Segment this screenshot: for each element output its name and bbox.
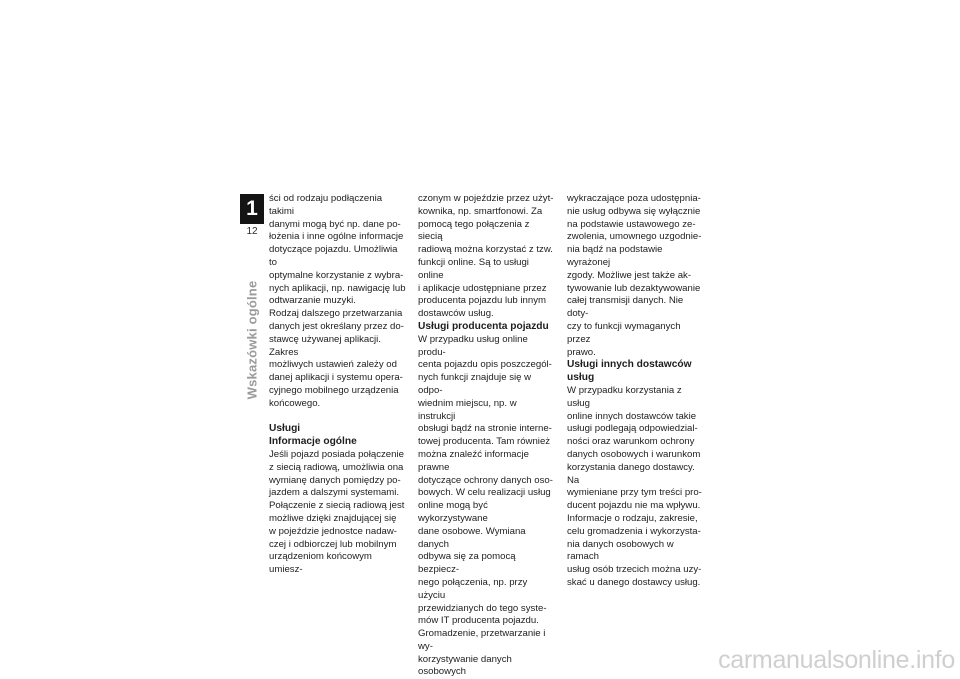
text-line: czonym w pojeździe przez użyt- (418, 193, 554, 204)
text-line: towej producenta. Tam również (418, 436, 551, 448)
text-line: na podstawie ustawowego ze- (567, 218, 696, 230)
text-line: przewidzianych do tego syste- (418, 602, 547, 614)
text-line: nego połączenia, np. przy użyciu (418, 576, 528, 601)
text-line: danych osobowych i warunkom (567, 448, 701, 460)
text-line: usługi podlegają odpowiedzial- (567, 423, 698, 435)
text-column-2 (418, 193, 556, 679)
text-line: danej aplikacji i systemu opera- (269, 372, 403, 384)
section-heading: Usługi innych dostawców (567, 359, 692, 371)
text-line: funkcji online. Są to usługi online (418, 256, 529, 281)
text-line: kownika, np. smartfonowi. Za (418, 205, 543, 217)
text-line: dotyczące ochrony danych oso- (418, 474, 553, 486)
text-line: nie usług odbywa się wyłącznie (567, 205, 701, 217)
text-line: i aplikacje udostępniane przez (418, 282, 547, 294)
text-line: nych funkcji znajduje się w odpo- (418, 372, 532, 396)
text-line: celu gromadzenia i wykorzysta- (567, 525, 701, 537)
text-line: stawcę używanej aplikacji. Zakres (269, 333, 381, 358)
text-line: prawo. (567, 346, 596, 358)
text-line: w pojeździe jednostce nadaw- (269, 525, 397, 537)
text-line: końcowego. (269, 397, 321, 409)
text-line: wymianę danych pomiędzy po- (269, 474, 401, 486)
text-line: całej transmisji danych. Nie doty- (567, 295, 684, 320)
text-line: Połączenie z siecią radiową jest (269, 500, 405, 512)
text-column-3 (567, 193, 705, 590)
text-line: bowych. W celu realizacji usług (418, 487, 551, 499)
text-line: optymalne korzystanie z wybra- (269, 269, 404, 281)
text-line: danymi mogą być np. dane po- (269, 218, 401, 230)
watermark: carmanualsonline.info (718, 646, 955, 674)
text-line: W przypadku usług online produ- (418, 333, 528, 358)
text-line: urządzeniom końcowym umiesz- (269, 551, 372, 576)
text-line: centa pojazdu opis poszczegól- (418, 359, 552, 371)
text-line: Gromadzenie, przetwarzanie i wy- (418, 628, 546, 652)
text-line: ducent pojazdu nie ma wpływu. (567, 500, 701, 512)
text-line: zwolenia, umownego uzgodnie- (567, 231, 702, 243)
text-line: wymieniane przy tym treści pro- (567, 487, 702, 499)
text-line: czej i odbiorczej lub mobilnym (269, 538, 397, 550)
text-line: producenta pojazdu lub innym (418, 295, 547, 307)
paragraph-gap (269, 411, 407, 424)
text-line: nych aplikacji, np. nawigację lub (269, 282, 406, 294)
text-line: skać u danego dostawcy usług. (567, 576, 701, 588)
text-line: usług osób trzecich można uzy- (567, 564, 702, 576)
text-line: dotyczące pojazdu. Umożliwia to (269, 244, 398, 268)
text-line: możliwe dzięki znajdującej się (269, 512, 397, 524)
text-line: Rodzaj dalszego przetwarzania (269, 308, 403, 320)
text-line: wiednim miejscu, np. w instrukcji (418, 397, 517, 422)
text-line: można znaleźć informacje prawne (418, 448, 529, 473)
text-line: jazdem a dalszymi systemami. (269, 487, 400, 499)
text-line: nia danych osobowych w ramach (567, 538, 674, 563)
text-line: łożenia i inne ogólne informacje (269, 231, 404, 243)
text-line: korzystywanie danych osobowych (418, 653, 512, 678)
text-line: z siecią radiową, umożliwia ona (269, 461, 404, 473)
text-line: Informacje o rodzaju, zakresie, (567, 512, 698, 524)
text-line: Jeśli pojazd posiada połączenie (269, 448, 404, 460)
text-line: radiową można korzystać z tzw. (418, 244, 553, 256)
text-line: ści od rodzaju podłączenia takimi (269, 193, 383, 217)
text-line: dostawców usług. (418, 308, 494, 320)
section-heading: Usługi producenta pojazdu (418, 320, 549, 332)
section-heading: Informacje ogólne (269, 436, 357, 448)
text-line: dane osobowe. Wymiana danych (418, 525, 526, 550)
text-line: możliwych ustawień zależy od (269, 359, 397, 371)
text-line: obsługi bądź na stronie interne- (418, 423, 552, 435)
text-line: wykraczające poza udostępnia- (567, 193, 701, 204)
text-line: korzystania danego dostawcy. Na (567, 461, 695, 486)
text-column-1 (269, 193, 407, 577)
section-heading: Usługi (269, 423, 301, 435)
text-line: online innych dostawców takie (567, 410, 697, 422)
text-line: odtwarzanie muzyki. (269, 295, 356, 307)
text-line: ności oraz warunkom ochrony (567, 436, 695, 448)
text-line: mów IT producenta pojazdu. (418, 615, 539, 627)
text-line: pomocą tego połączenia z siecią (418, 218, 530, 243)
text-line: online mogą być wykorzystywane (418, 500, 488, 524)
chapter-title-vertical: Wskazówki ogólne (244, 280, 260, 400)
page-number: 12 (246, 226, 258, 237)
text-line: odbywa się za pomocą bezpiecz- (418, 551, 516, 576)
text-line: czy to funkcji wymaganych przez (567, 320, 681, 345)
text-line: nia bądź na podstawie wyrażonej (567, 244, 663, 268)
text-line: cyjnego mobilnego urządzenia (269, 384, 399, 396)
text-line: danych jest określany przez do- (269, 320, 404, 332)
text-line: tywowanie lub dezaktywowanie (567, 282, 701, 294)
text-line: zgody. Możliwe jest także ak- (567, 269, 692, 281)
section-heading: usług (567, 372, 595, 384)
chapter-number-tab: 1 (240, 194, 264, 224)
text-line: W przypadku korzystania z usług (567, 384, 682, 409)
